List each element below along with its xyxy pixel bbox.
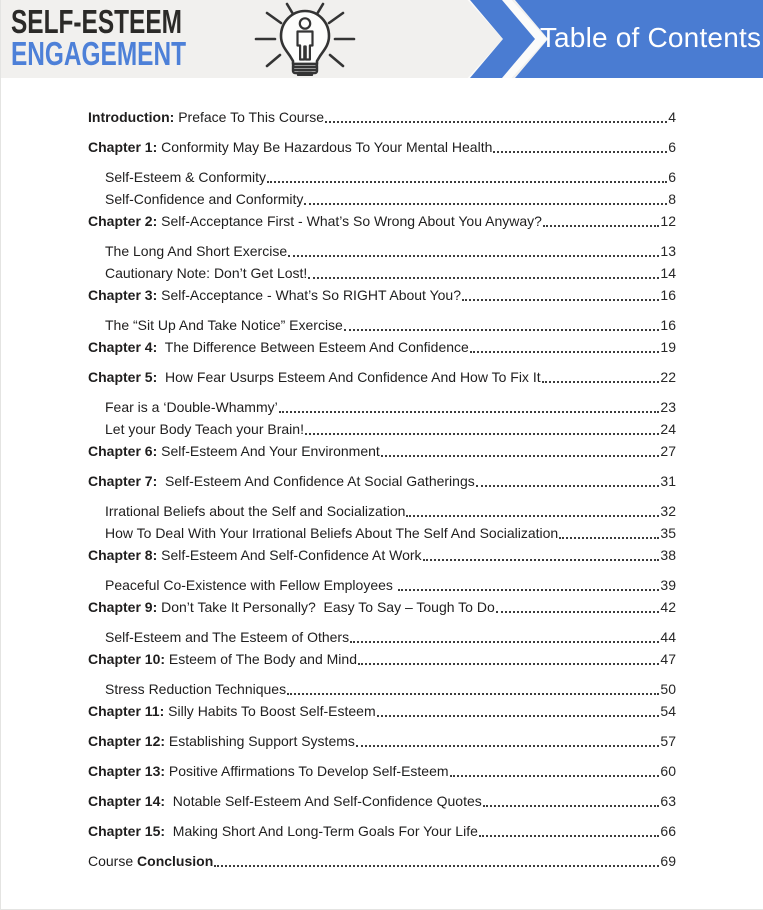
toc-page-number: 35 xyxy=(660,525,676,541)
toc-page-number: 44 xyxy=(660,629,676,645)
toc-page-number: 32 xyxy=(660,503,676,519)
toc-entry-title: Chapter 3: Self-Acceptance - What’s So RIGHT About You? xyxy=(88,287,461,303)
toc-entry-title: Chapter 10: Esteem of The Body and Mind xyxy=(88,651,357,667)
toc-entry-title: Chapter 6: Self-Esteem And Your Environment xyxy=(88,443,380,459)
toc-page-number: 69 xyxy=(660,853,676,869)
dotted-leader xyxy=(214,865,659,867)
toc-entry[interactable] xyxy=(88,284,676,306)
dotted-leader xyxy=(377,715,660,717)
page-header xyxy=(1,0,763,78)
toc-entry-title: Peaceful Co-Existence with Fellow Employees xyxy=(105,577,397,593)
toc-entry-title: Chapter 15: Making Short And Long-Term Goals For Your Life xyxy=(88,823,478,839)
toc-entry[interactable] xyxy=(88,314,676,336)
toc-entry[interactable] xyxy=(88,626,676,648)
toc-page-number: 57 xyxy=(660,733,676,749)
toc-entry-title: Chapter 12: Establishing Support Systems xyxy=(88,733,355,749)
dotted-leader xyxy=(479,835,660,837)
toc-page-number: 23 xyxy=(660,399,676,415)
toc-page-number: 39 xyxy=(660,577,676,593)
toc-page-number: 14 xyxy=(660,265,676,281)
dotted-leader xyxy=(423,559,660,561)
toc-page-number: 22 xyxy=(660,369,676,385)
toc-entry[interactable] xyxy=(88,500,676,522)
toc-entry[interactable] xyxy=(88,210,676,232)
toc-entry[interactable] xyxy=(88,188,676,210)
toc-entry[interactable] xyxy=(88,678,676,700)
toc-entry[interactable] xyxy=(88,648,676,670)
toc-page-number: 8 xyxy=(668,191,676,207)
toc-page-number: 19 xyxy=(660,339,676,355)
toc-entry[interactable] xyxy=(88,396,676,418)
dotted-leader xyxy=(358,663,659,665)
dotted-leader xyxy=(406,515,659,517)
toc-page-number: 13 xyxy=(660,243,676,259)
dotted-leader xyxy=(496,611,660,613)
dotted-leader xyxy=(279,411,660,413)
toc-entry-title: Chapter 4: The Difference Between Esteem And Confidence xyxy=(88,339,469,355)
dotted-leader xyxy=(308,277,659,279)
dotted-leader xyxy=(305,433,659,435)
toc-entry[interactable] xyxy=(88,106,676,128)
toc-entry[interactable] xyxy=(88,440,676,462)
dotted-leader xyxy=(462,299,659,301)
dotted-leader xyxy=(325,121,667,123)
toc-entry-title: Chapter 8: Self-Esteem And Self-Confidence At Work xyxy=(88,547,422,563)
toc-entry[interactable] xyxy=(88,790,676,812)
toc-entry[interactable] xyxy=(88,366,676,388)
dotted-leader xyxy=(288,255,659,257)
toc-entry-title: Chapter 5: How Fear Usurps Esteem And Confidence And How To Fix It xyxy=(88,369,541,385)
dotted-leader xyxy=(542,381,660,383)
dotted-leader xyxy=(381,455,660,457)
toc-page-number: 38 xyxy=(660,547,676,563)
toc-entry-title: Self-Confidence and Conformity xyxy=(105,191,304,207)
toc-entry[interactable] xyxy=(88,596,676,618)
toc-entry[interactable] xyxy=(88,544,676,566)
toc-page-number: 50 xyxy=(660,681,676,697)
dotted-leader xyxy=(287,693,659,695)
dotted-leader xyxy=(483,805,660,807)
toc-list xyxy=(1,78,763,872)
toc-entry-title: The Long And Short Exercise xyxy=(105,243,288,259)
toc-entry[interactable] xyxy=(88,522,676,544)
toc-page-number: 6 xyxy=(668,169,676,185)
toc-entry-title: Chapter 1: Conformity May Be Hazardous To Your Mental Health xyxy=(88,139,493,155)
toc-entry-title: Chapter 11: Silly Habits To Boost Self-Esteem xyxy=(88,703,376,719)
toc-entry-title: Chapter 13: Positive Affirmations To Develop Self-Esteem xyxy=(88,763,449,779)
toc-entry[interactable] xyxy=(88,574,676,596)
dotted-leader xyxy=(559,537,659,539)
toc-entry-title: Chapter 2: Self-Acceptance First - What’s So Wrong About You Anyway? xyxy=(88,213,542,229)
page-title: Table of Contents xyxy=(539,22,762,53)
toc-page-number: 12 xyxy=(660,213,676,229)
brand-logo xyxy=(11,3,248,72)
toc-page-number: 60 xyxy=(660,763,676,779)
toc-entry-title: Chapter 9: Don’t Take It Personally? Easy To Say – Tough To Do xyxy=(88,599,495,615)
toc-page-number: 42 xyxy=(660,599,676,615)
toc-entry-title: Self-Esteem & Conformity xyxy=(105,169,267,185)
toc-entry[interactable] xyxy=(88,262,676,284)
toc-entry[interactable] xyxy=(88,470,676,492)
toc-page-number: 54 xyxy=(660,703,676,719)
dotted-leader xyxy=(470,351,660,353)
logo-text-top: SELF-ESTEEM xyxy=(11,3,182,40)
toc-entry[interactable] xyxy=(88,166,676,188)
toc-entry-title: Introduction: Preface To This Course xyxy=(88,109,324,125)
toc-entry-title: Chapter 14: Notable Self-Esteem And Self-Confidence Quotes xyxy=(88,793,482,809)
toc-entry[interactable] xyxy=(88,336,676,358)
toc-entry[interactable] xyxy=(88,850,676,872)
toc-entry-title: Fear is a ‘Double-Whammy’ xyxy=(105,399,278,415)
toc-entry-title: Cautionary Note: Don’t Get Lost! xyxy=(105,265,308,281)
toc-page-number: 66 xyxy=(660,823,676,839)
toc-entry-title: Course Conclusion xyxy=(88,853,214,869)
toc-entry[interactable] xyxy=(88,700,676,722)
dotted-leader xyxy=(304,203,667,205)
dotted-leader xyxy=(350,641,659,643)
toc-entry[interactable] xyxy=(88,240,676,262)
dotted-leader xyxy=(356,745,660,747)
toc-entry-title: Chapter 7: Self-Esteem And Confidence At Social Gatherings xyxy=(88,473,475,489)
toc-entry-title: Let your Body Teach your Brain! xyxy=(105,421,304,437)
toc-page-number: 47 xyxy=(660,651,676,667)
toc-page-number: 4 xyxy=(668,109,676,125)
toc-page-number: 31 xyxy=(660,473,676,489)
dotted-leader xyxy=(344,329,660,331)
toc-entry[interactable] xyxy=(88,760,676,782)
toc-entry-title: The “Sit Up And Take Notice” Exercise xyxy=(105,317,343,333)
logo-text-bottom: ENGAGEMENT xyxy=(11,35,187,72)
toc-page-number: 16 xyxy=(660,287,676,303)
dotted-leader xyxy=(543,225,660,227)
toc-entry[interactable] xyxy=(88,820,676,842)
lightbulb-person-icon xyxy=(249,2,361,76)
toc-page-number: 16 xyxy=(660,317,676,333)
toc-entry-title: Stress Reduction Techniques xyxy=(105,681,287,697)
toc-entry-title: Self-Esteem and The Esteem of Others xyxy=(105,629,350,645)
toc-page-number: 63 xyxy=(660,793,676,809)
toc-page-number: 24 xyxy=(660,421,676,437)
toc-entry[interactable] xyxy=(88,730,676,752)
dotted-leader xyxy=(476,485,660,487)
toc-entry[interactable] xyxy=(88,136,676,158)
dotted-leader xyxy=(398,589,660,591)
dotted-leader xyxy=(267,181,667,183)
toc-entry-title: Irrational Beliefs about the Self and Socialization xyxy=(105,503,406,519)
dotted-leader xyxy=(493,151,667,153)
toc-entry[interactable] xyxy=(88,418,676,440)
toc-entry-title: How To Deal With Your Irrational Beliefs About The Self And Socialization xyxy=(105,525,559,541)
toc-page-number: 6 xyxy=(668,139,676,155)
dotted-leader xyxy=(450,775,660,777)
toc-page-number: 27 xyxy=(660,443,676,459)
